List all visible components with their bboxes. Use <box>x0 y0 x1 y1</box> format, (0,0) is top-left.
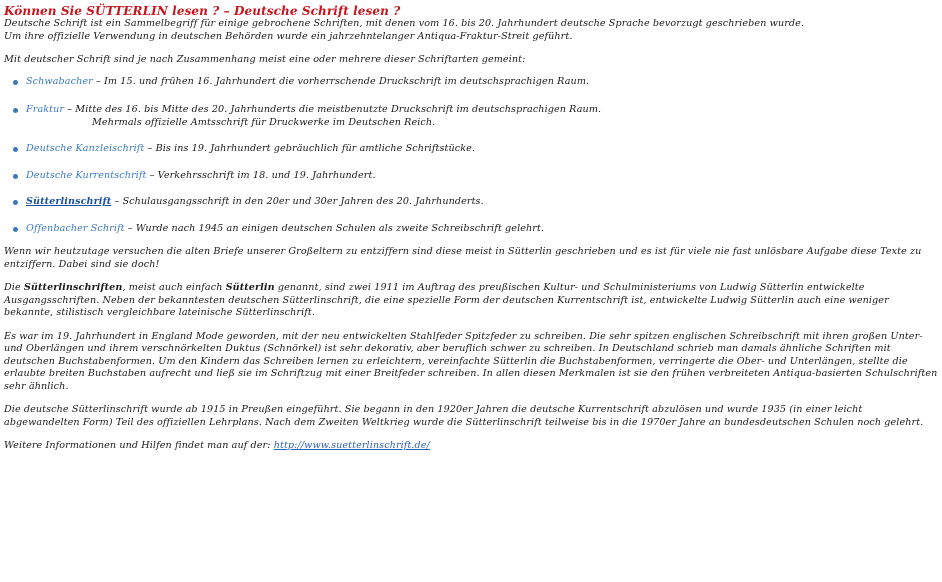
page-title: Können Sie SÜTTERLIN lesen ? – Deutsche Schrift lesen ? <box>4 4 401 18</box>
list-item-note: Mehrmals offizielle Amtsschrift für Druckwerke im Deutschen Reich. <box>92 116 436 128</box>
script-list <box>4 76 938 236</box>
paragraph-suetterlin-intro <box>4 282 938 320</box>
list-item-desc: – Im 15. und frühen 16. Jahrhundert die vorherrschende Druckschrift im deutschsprachigen Raum. <box>96 75 590 87</box>
p2-rest: genannt, sind zwei 1911 im Auftrag des preußischen Kultur- und Schulministeriums von Ludwig Sütterlin entwickelte Ausgangsschriften. Neben der bekanntesten deutschen Sütterlinschrift, die eine spezielle Form der deutschen Kurrentschrift ist, entwickelte Ludwig Sütterlin auch eine weniger bekannte, stilistisch vergleichbare lateinische Sütterlinschrift. <box>4 282 889 318</box>
p2-bold-term-2: Sütterlin <box>225 282 275 293</box>
paragraph-history: Es war im 19. Jahrhundert in England Mode geworden, mit der neu entwickelten Stahlfeder Spitzfeder zu schreiben. Die sehr spitzen englischen Schreibschrift mit ihren großen Unter- und Oberlängen und ihrem verschnörkelten Duktus (Schnörkel) ist sehr dekorativ, aber beruflich schwer zu schreiben. In Deutschland schrieb man damals ähnliche Schriften mit deutschen Buchstabenformen. Um den Kindern das Schreiben lernen zu erleichtern, vereinfachte Sütterlin die Buchstabenformen, verringerte die Ober- und Unterlängen, stellte die erlaubte breiten Buchstaben aufrecht und ließ sie im Schriftzug mit einer Breitfeder schreiben. In allen diesen Merkmalen ist sie den frühen verbreiteten Antiqua-basierten Schulschriften sehr ähnlich. <box>4 330 938 392</box>
paragraph-introduction: Die deutsche Sütterlinschrift wurde ab 1915 in Preußen eingeführt. Sie begann in den 1920er Jahren die deutsche Kurrentschrift abzulösen und wurde 1935 (in einer leicht abgewandelten Form) Teil des offiziellen Lehrplans. Nach dem Zweiten Weltkrieg wurde die Sütterlinschrift teilweise bis in die 1970er Jahre an bundesdeutschen Schulen noch gelehrt. <box>4 404 924 428</box>
paragraph-letters: Wenn wir heutzutage versuchen die alten Briefe unserer Großeltern zu entziffern sind diese meist in Sütterlin geschrieben und es ist für viele nie fast unlösbare Aufgabe diese Texte zu entziffern. Dabei sind sie doch! <box>4 246 922 270</box>
list-item-desc: – Mitte des 16. bis Mitte des 20. Jahrhunderts die meistbenutzte Druckschrift im deutschsprachigen Raum. <box>67 104 602 115</box>
list-intro: Mit deutscher Schrift sind je nach Zusammenhang meist eine oder mehrere dieser Schriftarten gemeint: <box>4 54 526 65</box>
list-item <box>26 143 938 156</box>
link-kanzleischrift[interactable]: Deutsche Kanzleischrift <box>26 143 145 154</box>
link-schwabacher[interactable]: Schwabacher <box>26 75 93 87</box>
list-item-desc: – Schulausgangsschrift in den 20er und 30er Jahren des 20. Jahrhunderts. <box>114 196 484 207</box>
list-item-desc: – Wurde nach 1945 an einigen deutschen Schulen als zweite Schreibschrift gelehrt. <box>127 222 545 234</box>
bullet-icon <box>13 174 18 179</box>
intro-line-1: Deutsche Schrift ist ein Sammelbegriff für einige gebrochene Schriften, mit denen vom 16. bis 20. Jahrhundert deutsche Sprache bevorzugt geschrieben wurde. <box>4 18 805 29</box>
list-item <box>26 170 938 183</box>
intro-line-2: Um ihre offizielle Verwendung in deutschen Behörden wurde ein jahrzehntelanger Antiqua-Fraktur-Streit geführt. <box>4 30 573 42</box>
list-item <box>26 223 938 236</box>
list-item <box>26 76 938 89</box>
spacer <box>4 43 938 54</box>
link-suetterlinschrift[interactable]: Sütterlinschrift <box>26 196 112 207</box>
bullet-icon <box>13 227 18 232</box>
p2-bold-term-1: Sütterlinschriften <box>23 282 123 293</box>
p5-lead: Weitere Informationen und Hilfen findet man auf der: <box>4 440 271 451</box>
link-offenbacher[interactable]: Offenbacher Schrift <box>26 222 125 234</box>
list-item-desc: – Bis ins 19. Jahrhundert gebräuchlich für amtliche Schriftstücke. <box>147 143 476 154</box>
bullet-icon <box>13 80 18 85</box>
bullet-icon <box>13 147 18 152</box>
p2-mid: , meist auch einfach <box>122 282 223 293</box>
bullet-icon <box>13 108 18 113</box>
list-item <box>26 104 938 129</box>
bullet-icon <box>13 200 18 205</box>
spacer <box>4 235 938 246</box>
list-item <box>26 196 938 209</box>
paragraph-further-info <box>4 440 938 453</box>
link-fraktur[interactable]: Fraktur <box>26 104 65 115</box>
link-kurrentschrift[interactable]: Deutsche Kurrentschrift <box>26 169 147 181</box>
spacer <box>4 320 938 331</box>
info-link[interactable]: http://www.suetterlinschrift.de/ <box>273 440 430 451</box>
spacer <box>4 271 938 282</box>
spacer <box>4 429 938 440</box>
list-item-desc: – Verkehrsschrift im 18. und 19. Jahrhundert. <box>149 169 376 181</box>
spacer <box>4 393 938 404</box>
p2-lead: Die <box>4 282 21 293</box>
